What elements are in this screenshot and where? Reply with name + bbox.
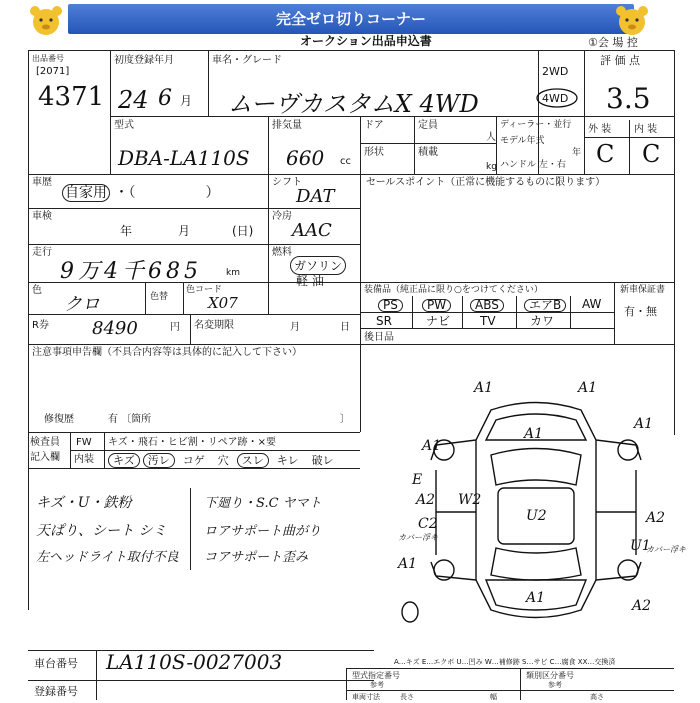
notes-label: 注意事項申告欄（不具合内容等は具体的に記入して下さい） xyxy=(32,347,302,358)
inspector-label: 検査員 xyxy=(30,437,60,448)
interior-grade: C xyxy=(642,140,661,168)
reference-label: 参考 xyxy=(548,681,562,689)
damage-mark: A2 xyxy=(416,492,436,508)
handwritten-note: キズ・U・鉄粉 xyxy=(36,495,132,511)
damage-mark: C2 xyxy=(418,516,438,532)
steering-label: ハンドル 左・右 xyxy=(500,160,566,170)
damage-mark: U1 xyxy=(630,538,651,554)
first-registration-label: 初度登録年月 xyxy=(114,55,174,66)
mileage-unit: km xyxy=(226,268,240,278)
mileage-label: 走行 xyxy=(32,247,52,258)
repair-history-close: 〕 xyxy=(340,414,350,425)
first-registration-year: 24 xyxy=(118,86,149,114)
interior-item: 穴 xyxy=(217,454,229,467)
dealer-label: ディーラー・並行 xyxy=(500,120,572,130)
handwritten-note: 下廻り・S.C ヤマト xyxy=(204,496,322,511)
equip-pw: PW xyxy=(422,299,451,312)
displacement-unit: cc xyxy=(340,156,351,167)
warranty-value: 有・無 xyxy=(624,305,657,318)
handwritten-note: ロアサポート曲がり xyxy=(204,524,322,539)
aircon-label: 冷房 xyxy=(272,211,292,222)
recycle-unit: 円 xyxy=(170,322,180,333)
damage-mark: A2 xyxy=(646,510,666,526)
first-registration-month-unit: 月 xyxy=(180,94,193,108)
handwritten-note: 天ぱり、シート シミ xyxy=(36,523,167,539)
warranty-label: 新車保証書 xyxy=(620,285,666,295)
dimensions-label: 車両寸法 xyxy=(352,693,380,701)
shift-value: DAT xyxy=(296,186,335,207)
name-change-month: 月 xyxy=(290,322,300,333)
car-damage-diagram xyxy=(396,380,686,640)
repair-history-label: 修復歴 xyxy=(44,414,74,425)
load-unit: kg xyxy=(486,162,497,172)
chassis-label: 車台番号 xyxy=(34,657,78,670)
color-value: クロ xyxy=(64,294,100,315)
inspection-day-label: (日) xyxy=(232,224,254,238)
width-label: 幅 xyxy=(490,693,497,701)
name-change-day: 日 xyxy=(340,322,350,333)
later-date-label: 後日品 xyxy=(364,332,394,343)
fuel-label: 燃料 xyxy=(272,247,292,258)
damage-legend: A…キズ E…エクボ U…凹み W…補修跡 S…サビ C…腐食 XX…交換済 xyxy=(394,658,616,666)
recycle-value: 8490 xyxy=(92,318,138,339)
exterior-grade: C xyxy=(596,140,615,168)
aircon-value: AAC xyxy=(292,220,332,241)
fuel-option-gasoline: ガソリン xyxy=(290,256,346,275)
damage-mark: U2 xyxy=(526,508,547,524)
color-code-label: 色コード xyxy=(186,285,223,295)
damage-side-note: カバー浮キ xyxy=(646,545,686,554)
repair-history-value: 有 〔箇所 xyxy=(108,414,152,425)
model-type-value: DBA-LA110S xyxy=(118,146,250,170)
damage-mark: A2 xyxy=(632,598,652,614)
damage-mark: A1 xyxy=(578,380,598,396)
damage-side-note: カバー浮キ xyxy=(398,533,438,542)
color-label: 色 xyxy=(32,285,42,296)
interior-item: スレ xyxy=(237,453,269,468)
load-label: 積載 xyxy=(418,147,438,158)
model-year-unit: 年 xyxy=(572,148,582,158)
model-name-label: 車名・グレード xyxy=(212,55,282,66)
rating-score: 3.5 xyxy=(606,82,651,115)
color-shade-label: 色替 xyxy=(150,292,169,302)
lot-header: 出品番号 xyxy=(32,54,64,63)
inspection-year-label: 年 xyxy=(120,224,133,238)
bear-mascot-icon xyxy=(26,2,66,38)
interior-record-label: 内装 xyxy=(74,454,94,465)
drive-option-2wd: 2WD xyxy=(542,65,569,78)
record-label: 記入欄 xyxy=(30,452,60,463)
first-registration-month: 6 xyxy=(158,86,172,111)
fw-items: キズ・飛石・ヒビ割・リペア跡・×要 xyxy=(108,437,276,448)
interior-item: 汚レ xyxy=(143,453,175,468)
displacement-label: 排気量 xyxy=(272,120,302,131)
interior-item: キレ xyxy=(276,454,299,467)
displacement-value: 660 xyxy=(286,146,325,170)
bear-mascot-icon xyxy=(612,2,652,38)
equip-leather: カワ xyxy=(530,314,555,328)
model-year-label: モデル年式 xyxy=(500,136,545,146)
inspection-month-label: 月 xyxy=(178,224,191,238)
history-label: 車歴 xyxy=(32,177,52,188)
lot-code: [2071] xyxy=(36,66,70,77)
damage-mark: A1 xyxy=(524,426,544,442)
form-title: オークション出品申込書 xyxy=(300,34,432,48)
handwritten-note: コアサポート歪み xyxy=(204,550,309,565)
equipment-label: 装備品（純正品に限り○をつけてください） xyxy=(364,285,543,295)
damage-mark: A1 xyxy=(422,438,442,454)
capacity-label: 定員 xyxy=(418,120,438,131)
equip-navi: ナビ xyxy=(426,314,451,328)
color-code-value: X07 xyxy=(208,294,238,312)
equip-abs: ABS xyxy=(470,299,504,312)
interior-items xyxy=(108,453,342,468)
damage-mark: A1 xyxy=(398,556,418,572)
handwritten-note: 左ヘッドライト取付不良 xyxy=(36,550,179,565)
inspection-label: 車検 xyxy=(32,211,52,222)
height-label: 高さ xyxy=(590,693,604,701)
damage-mark: W2 xyxy=(458,492,482,508)
fuel-option-diesel: 軽 油 xyxy=(296,274,324,288)
model-name-value: ムーヴカスタムX 4WD xyxy=(228,90,479,118)
registration-label: 登録番号 xyxy=(34,685,78,698)
rating-label: 評 価 点 xyxy=(600,54,640,67)
capacity-unit: 人 xyxy=(486,132,496,143)
recycle-label: R券 xyxy=(32,320,49,331)
interior-item: キズ xyxy=(108,453,140,468)
equip-sr: SR xyxy=(376,314,392,328)
equip-tv: TV xyxy=(480,314,496,328)
mileage-value: 9万4千685 xyxy=(60,259,202,284)
exterior-label: 外 装 xyxy=(588,124,612,135)
name-change-label: 名変期限 xyxy=(194,320,234,331)
interior-label: 内 装 xyxy=(634,124,658,135)
damage-mark: E xyxy=(412,472,423,488)
fw-label: FW xyxy=(76,437,92,448)
equip-aw: AW xyxy=(582,297,602,311)
drive-option-4wd: 4WD xyxy=(542,92,569,105)
interior-item: コゲ xyxy=(182,454,205,467)
damage-mark: A1 xyxy=(474,380,494,396)
damage-mark: A1 xyxy=(634,416,654,432)
doors-label: ドア xyxy=(364,120,384,131)
damage-mark: A1 xyxy=(526,590,546,606)
shift-label: シフト xyxy=(272,177,302,188)
class-number-label: 類別区分番号 xyxy=(526,671,574,680)
sales-points-label: セールスポイント（正常に機能するものに限ります） xyxy=(366,177,606,188)
drive-selected-circle xyxy=(535,87,579,109)
lot-number: 4371 xyxy=(38,82,105,112)
equip-ps: PS xyxy=(378,299,403,312)
type-designation-label: 型式指定番号 xyxy=(352,671,400,680)
chassis-number: LA110S-0027003 xyxy=(106,650,283,674)
banner-title: 完全ゼロ切りコーナー xyxy=(68,4,634,34)
history-value-row: 自家用 ・（ ） xyxy=(62,188,219,199)
shape-label: 形状 xyxy=(364,147,384,158)
venue-copy-label: ①会 場 控 xyxy=(588,36,638,49)
interior-item: 破レ xyxy=(311,454,334,467)
reference-label: 参考 xyxy=(370,681,384,689)
model-type-label: 型式 xyxy=(114,120,134,131)
length-label: 長さ xyxy=(400,693,414,701)
equip-airbag: エアB xyxy=(524,299,566,312)
